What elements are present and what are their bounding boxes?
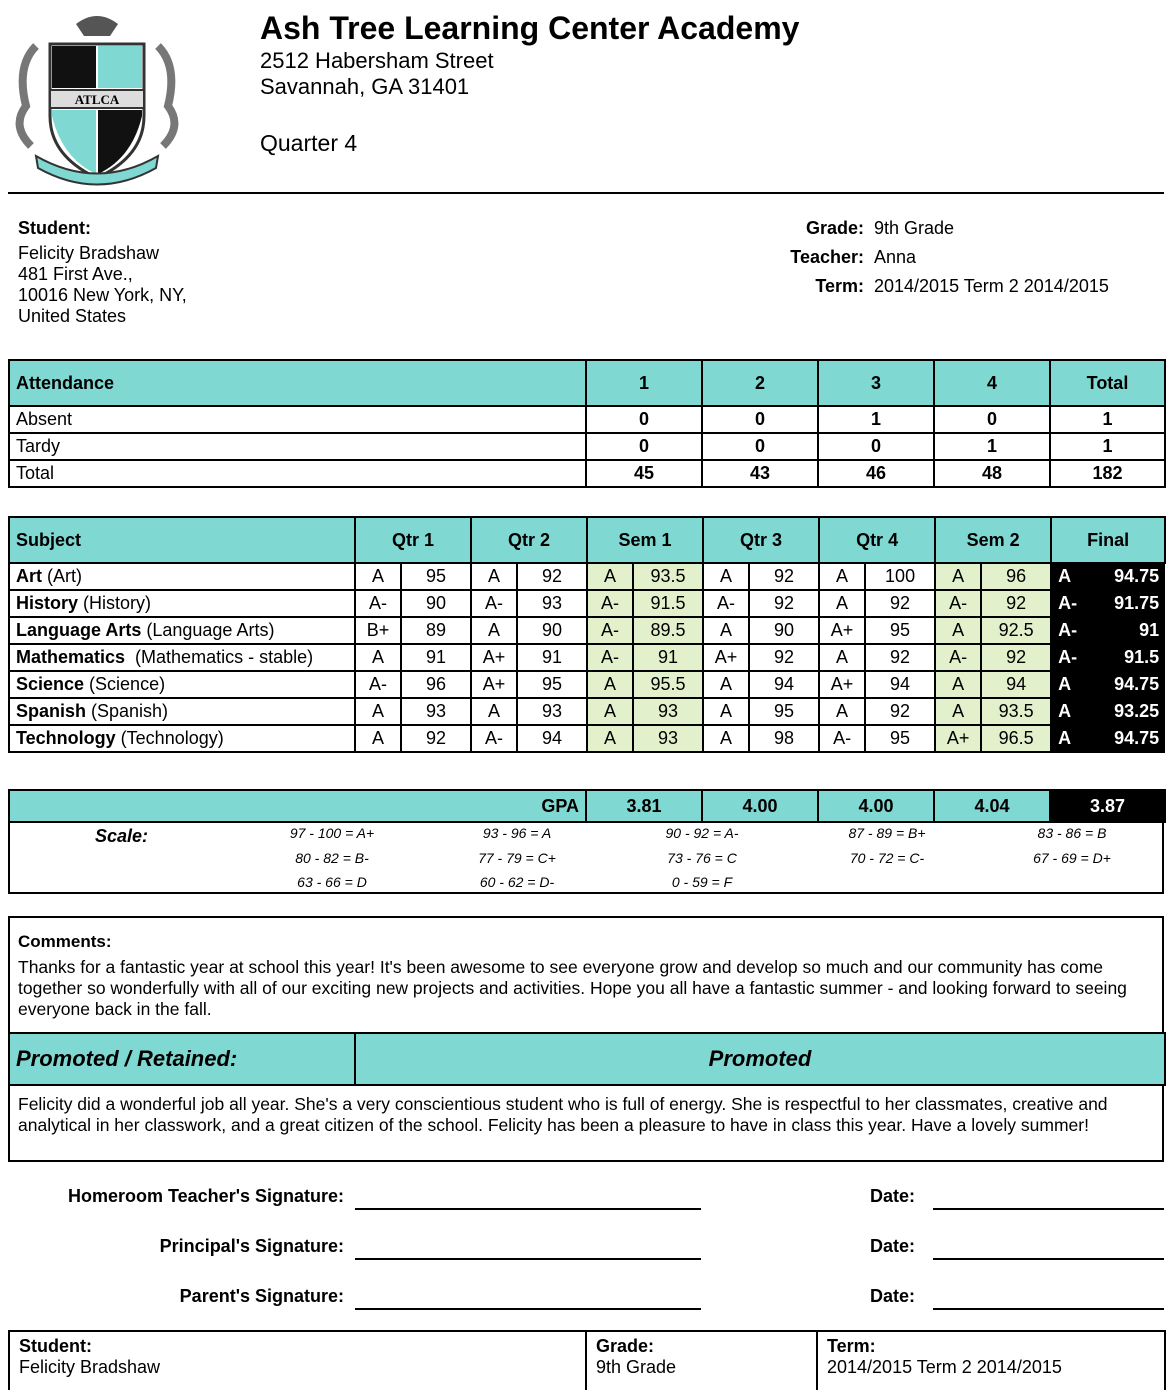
score-cell: 93: [401, 698, 471, 725]
gpa-value: 3.81: [586, 790, 702, 822]
footer-student-cell: [9, 1331, 586, 1390]
score-cell: 90: [517, 617, 587, 644]
grade-row: [9, 590, 1165, 617]
letter-grade-cell: A-: [935, 644, 981, 671]
attendance-cell: 45: [586, 460, 702, 487]
letter-grade-cell: A-: [587, 590, 633, 617]
grades-header-cell: Qtr 3: [703, 517, 819, 563]
score-cell: 96: [981, 563, 1051, 590]
attendance-row: [9, 460, 1165, 487]
score-cell: 96: [401, 671, 471, 698]
letter-grade-cell: A: [819, 644, 865, 671]
crest-text: ATLCA: [74, 92, 120, 107]
letter-grade-cell: A: [355, 725, 401, 752]
letter-grade-cell: A: [355, 698, 401, 725]
scale-label: Scale:: [95, 826, 149, 846]
score-cell: 89: [401, 617, 471, 644]
attendance-cell: 1: [934, 433, 1050, 460]
score-cell: 92: [981, 590, 1051, 617]
score-cell: 94.75: [1095, 725, 1165, 752]
score-cell: 91.75: [1095, 590, 1165, 617]
letter-grade-cell: A-: [355, 590, 401, 617]
score-cell: 90: [749, 617, 819, 644]
letter-grade-cell: A: [587, 698, 633, 725]
letter-grade-cell: A: [935, 617, 981, 644]
letter-grade-cell: A: [819, 563, 865, 590]
footer-term-cell: [817, 1331, 1165, 1390]
score-cell: 89.5: [633, 617, 703, 644]
parent-signature-line[interactable]: [355, 1288, 701, 1310]
score-cell: 93.5: [981, 698, 1051, 725]
grade-row: [9, 617, 1165, 644]
score-cell: 95: [865, 617, 935, 644]
gpa-value: 4.00: [702, 790, 818, 822]
score-cell: 94.75: [1095, 671, 1165, 698]
attendance-cell: 0: [702, 433, 818, 460]
score-cell: 90: [401, 590, 471, 617]
score-cell: 96.5: [981, 725, 1051, 752]
letter-grade-cell: A-: [587, 617, 633, 644]
score-cell: 91: [633, 644, 703, 671]
scale-item: 70 - 72 = C-: [849, 850, 925, 866]
score-cell: 98: [749, 725, 819, 752]
letter-grade-cell: A: [587, 725, 633, 752]
subject-name: Technology: [16, 728, 116, 748]
score-cell: 93: [633, 698, 703, 725]
score-cell: 91: [401, 644, 471, 671]
subject-cell: [9, 725, 355, 752]
parent-date-line[interactable]: [933, 1288, 1164, 1310]
student-label: Student:: [18, 218, 91, 238]
score-cell: 93.5: [633, 563, 703, 590]
footer-student-label: Student:: [19, 1336, 92, 1356]
score-cell: 93.25: [1095, 698, 1165, 725]
school-crest-logo: [6, 6, 188, 188]
scale-item: 67 - 69 = D+: [1033, 850, 1111, 866]
attendance-header-cell: Attendance: [9, 360, 586, 406]
attendance-header-row: [9, 360, 1165, 406]
letter-grade-cell: A: [471, 617, 517, 644]
grade-label: Grade:: [805, 218, 864, 238]
letter-grade-cell: A-: [587, 644, 633, 671]
letter-grade-cell: A: [355, 563, 401, 590]
footer-term-value: 2014/2015 Term 2 2014/2015: [827, 1357, 1062, 1377]
homeroom-date-line[interactable]: [933, 1188, 1164, 1210]
attendance-cell: 1: [818, 406, 934, 433]
score-cell: 93: [517, 698, 587, 725]
grade-value: 9th Grade: [874, 218, 955, 238]
attendance-cell: 46: [818, 460, 934, 487]
principal-date-line[interactable]: [933, 1238, 1164, 1260]
score-cell: 100: [865, 563, 935, 590]
attendance-cell: 182: [1050, 460, 1165, 487]
gpa-value: 4.00: [818, 790, 934, 822]
subject-name: Science: [16, 674, 85, 694]
attendance-header-cell: Total: [1050, 360, 1165, 406]
grade-row: [9, 698, 1165, 725]
attendance-row: [9, 433, 1165, 460]
footer-grade-value: 9th Grade: [596, 1357, 677, 1377]
score-cell: 92: [865, 698, 935, 725]
scale-item: 77 - 79 = C+: [478, 850, 556, 866]
student-address-line1: 481 First Ave.,: [18, 264, 133, 284]
score-cell: 95.5: [633, 671, 703, 698]
promotion-status: Promoted: [355, 1033, 1165, 1085]
subject-name: Language Arts: [16, 620, 142, 640]
teacher-value: Anna: [874, 247, 917, 267]
subject-course: (Language Arts): [141, 620, 275, 640]
score-cell: 92: [749, 563, 819, 590]
score-cell: 94: [865, 671, 935, 698]
teacher-label: Teacher:: [790, 247, 864, 267]
score-cell: 94: [517, 725, 587, 752]
school-address-line1: 2512 Habersham Street: [260, 48, 494, 73]
letter-grade-cell: A: [819, 590, 865, 617]
letter-grade-cell: A+: [819, 617, 865, 644]
letter-grade-cell: A: [703, 563, 749, 590]
subject-cell: [9, 671, 355, 698]
attendance-header-cell: 3: [818, 360, 934, 406]
letter-grade-cell: A: [703, 725, 749, 752]
attendance-header-cell: 1: [586, 360, 702, 406]
attendance-row-label: Total: [9, 460, 586, 487]
letter-grade-cell: A: [703, 617, 749, 644]
subject-course: (Mathematics - stable): [125, 647, 314, 667]
letter-grade-cell: A: [471, 563, 517, 590]
grades-header-cell: Sem 2: [935, 517, 1051, 563]
score-cell: 92.5: [981, 617, 1051, 644]
teacher-remarks: Felicity did a wonderful job all year. She's a very conscientious student who is full of energy. She is respectful to her classmates, creative and analytical in her classwork, and a great citizen of the school. Felicity has been a pleasure to have in class this year. Have a lovely summer!: [18, 1094, 1108, 1135]
subject-cell: [9, 590, 355, 617]
scale-item: 93 - 96 = A: [482, 825, 552, 841]
score-cell: 92: [865, 644, 935, 671]
footer-student-name: Felicity Bradshaw: [19, 1357, 161, 1377]
subject-cell: [9, 617, 355, 644]
scale-item: 83 - 86 = B: [1037, 825, 1107, 841]
grades-header-row: [9, 517, 1165, 563]
letter-grade-cell: A: [703, 671, 749, 698]
attendance-row: [9, 406, 1165, 433]
scale-item: 0 - 59 = F: [671, 874, 733, 890]
subject-name: History: [16, 593, 79, 613]
score-cell: 92: [865, 590, 935, 617]
grades-header-cell: Qtr 1: [355, 517, 471, 563]
scale-item: 63 - 66 = D: [297, 874, 367, 890]
subject-course: (Technology): [115, 728, 224, 748]
subject-course: (Art): [42, 566, 82, 586]
grades-header-cell: Final: [1051, 517, 1165, 563]
score-cell: 92: [749, 590, 819, 617]
score-cell: 91: [517, 644, 587, 671]
attendance-cell: 0: [702, 406, 818, 433]
letter-grade-cell: A: [1051, 698, 1095, 725]
letter-grade-cell: A-: [1051, 590, 1095, 617]
score-cell: 93: [517, 590, 587, 617]
attendance-cell: 1: [1050, 433, 1165, 460]
score-cell: 94: [981, 671, 1051, 698]
letter-grade-cell: A: [703, 698, 749, 725]
scale-item: 60 - 62 = D-: [479, 874, 555, 890]
score-cell: 95: [865, 725, 935, 752]
gpa-row: [9, 790, 1165, 822]
attendance-cell: 0: [586, 406, 702, 433]
letter-grade-cell: A: [819, 698, 865, 725]
letter-grade-cell: A-: [471, 725, 517, 752]
promotion-label: Promoted / Retained:: [9, 1033, 355, 1085]
attendance-table: [8, 359, 1166, 488]
score-cell: 92: [517, 563, 587, 590]
attendance-cell: 1: [1050, 406, 1165, 433]
letter-grade-cell: A-: [819, 725, 865, 752]
comments-label: Comments:: [18, 932, 112, 951]
promotion-table: [8, 1032, 1166, 1086]
grade-row: [9, 644, 1165, 671]
attendance-cell: 0: [934, 406, 1050, 433]
term-value: 2014/2015 Term 2 2014/2015: [874, 276, 1109, 296]
attendance-cell: 43: [702, 460, 818, 487]
score-cell: 92: [749, 644, 819, 671]
score-cell: 94.75: [1095, 563, 1165, 590]
attendance-row-label: Tardy: [9, 433, 586, 460]
letter-grade-cell: A-: [703, 590, 749, 617]
subject-cell: [9, 698, 355, 725]
homeroom-date-label: Date:: [870, 1186, 916, 1206]
grades-header-cell: Qtr 2: [471, 517, 587, 563]
school-address-line2: Savannah, GA 31401: [260, 74, 470, 99]
student-address-line2: 10016 New York, NY,: [18, 285, 187, 305]
letter-grade-cell: A: [935, 563, 981, 590]
scale-item: 90 - 92 = A-: [665, 825, 739, 841]
letter-grade-cell: B+: [355, 617, 401, 644]
letter-grade-cell: A: [1051, 725, 1095, 752]
scale-item: 73 - 76 = C: [667, 850, 737, 866]
letter-grade-cell: A+: [703, 644, 749, 671]
letter-grade-cell: A-: [935, 590, 981, 617]
grades-header-cell: Sem 1: [587, 517, 703, 563]
letter-grade-cell: A+: [819, 671, 865, 698]
score-cell: 91: [1095, 617, 1165, 644]
subject-cell: [9, 644, 355, 671]
grades-header-cell: Qtr 4: [819, 517, 935, 563]
score-cell: 91.5: [633, 590, 703, 617]
term-label: Term:: [815, 276, 864, 296]
score-cell: 93: [633, 725, 703, 752]
scale-item: 97 - 100 = A+: [289, 825, 375, 841]
letter-grade-cell: A: [471, 698, 517, 725]
student-name: Felicity Bradshaw: [18, 243, 160, 263]
score-cell: 92: [981, 644, 1051, 671]
attendance-cell: 48: [934, 460, 1050, 487]
school-name: Ash Tree Learning Center Academy: [260, 10, 800, 46]
grades-table: [8, 516, 1166, 753]
letter-grade-cell: A: [1051, 671, 1095, 698]
gpa-value: 4.04: [934, 790, 1050, 822]
footer-term-label: Term:: [827, 1336, 876, 1356]
letter-grade-cell: A: [587, 563, 633, 590]
attendance-header-cell: 2: [702, 360, 818, 406]
scale-item: 87 - 89 = B+: [848, 825, 926, 841]
letter-grade-cell: A: [935, 671, 981, 698]
score-cell: 95: [517, 671, 587, 698]
attendance-header-cell: 4: [934, 360, 1050, 406]
gpa-table: [8, 789, 1166, 823]
score-cell: 92: [401, 725, 471, 752]
header-divider: [8, 192, 1164, 194]
footer-row: [9, 1331, 1165, 1390]
principal-date-label: Date:: [870, 1236, 916, 1256]
promotion-row: [9, 1033, 1165, 1085]
letter-grade-cell: A+: [935, 725, 981, 752]
letter-grade-cell: A-: [355, 671, 401, 698]
letter-grade-cell: A: [1051, 563, 1095, 590]
letter-grade-cell: A-: [1051, 644, 1095, 671]
homeroom-signature-line[interactable]: [355, 1188, 701, 1210]
subject-course: (History): [78, 593, 152, 613]
score-cell: 94: [749, 671, 819, 698]
letter-grade-cell: A: [935, 698, 981, 725]
footer-grade-label: Grade:: [596, 1336, 655, 1356]
parent-signature-label: Parent's Signature:: [179, 1286, 344, 1306]
attendance-cell: 0: [586, 433, 702, 460]
letter-grade-cell: A: [355, 644, 401, 671]
score-cell: 95: [401, 563, 471, 590]
principal-signature-label: Principal's Signature:: [159, 1236, 344, 1256]
subject-course: (Spanish): [86, 701, 169, 721]
parent-date-label: Date:: [870, 1286, 916, 1306]
letter-grade-cell: A-: [1051, 617, 1095, 644]
gpa-final-value: 3.87: [1050, 790, 1165, 822]
attendance-row-label: Absent: [9, 406, 586, 433]
footer-grade-cell: [586, 1331, 817, 1390]
subject-course: (Science): [84, 674, 166, 694]
footer-table: [8, 1330, 1166, 1390]
student-address-line3: United States: [18, 306, 127, 326]
subject-name: Art: [16, 566, 42, 586]
score-cell: 95: [749, 698, 819, 725]
gpa-label: GPA: [9, 790, 586, 822]
homeroom-signature-label: Homeroom Teacher's Signature:: [67, 1186, 344, 1206]
subject-cell: [9, 563, 355, 590]
letter-grade-cell: A+: [471, 671, 517, 698]
letter-grade-cell: A: [587, 671, 633, 698]
grades-header-cell: Subject: [9, 517, 355, 563]
grade-row: [9, 563, 1165, 590]
principal-signature-line[interactable]: [355, 1238, 701, 1260]
comments-text: Thanks for a fantastic year at school this year! It's been awesome to see everyone grow and develop so much and our community has come together so wonderfully with all of our exciting new projects and activities. Hope you all have a fantastic summer - and looking forward to seeing everyone back in the fall.: [18, 957, 1127, 1019]
letter-grade-cell: A-: [471, 590, 517, 617]
score-cell: 91.5: [1095, 644, 1165, 671]
subject-name: Mathematics: [16, 647, 126, 667]
grade-row: [9, 671, 1165, 698]
scale-item: 80 - 82 = B-: [295, 850, 369, 866]
grade-row: [9, 725, 1165, 752]
attendance-cell: 0: [818, 433, 934, 460]
letter-grade-cell: A+: [471, 644, 517, 671]
report-period: Quarter 4: [260, 130, 358, 156]
subject-name: Spanish: [16, 701, 87, 721]
